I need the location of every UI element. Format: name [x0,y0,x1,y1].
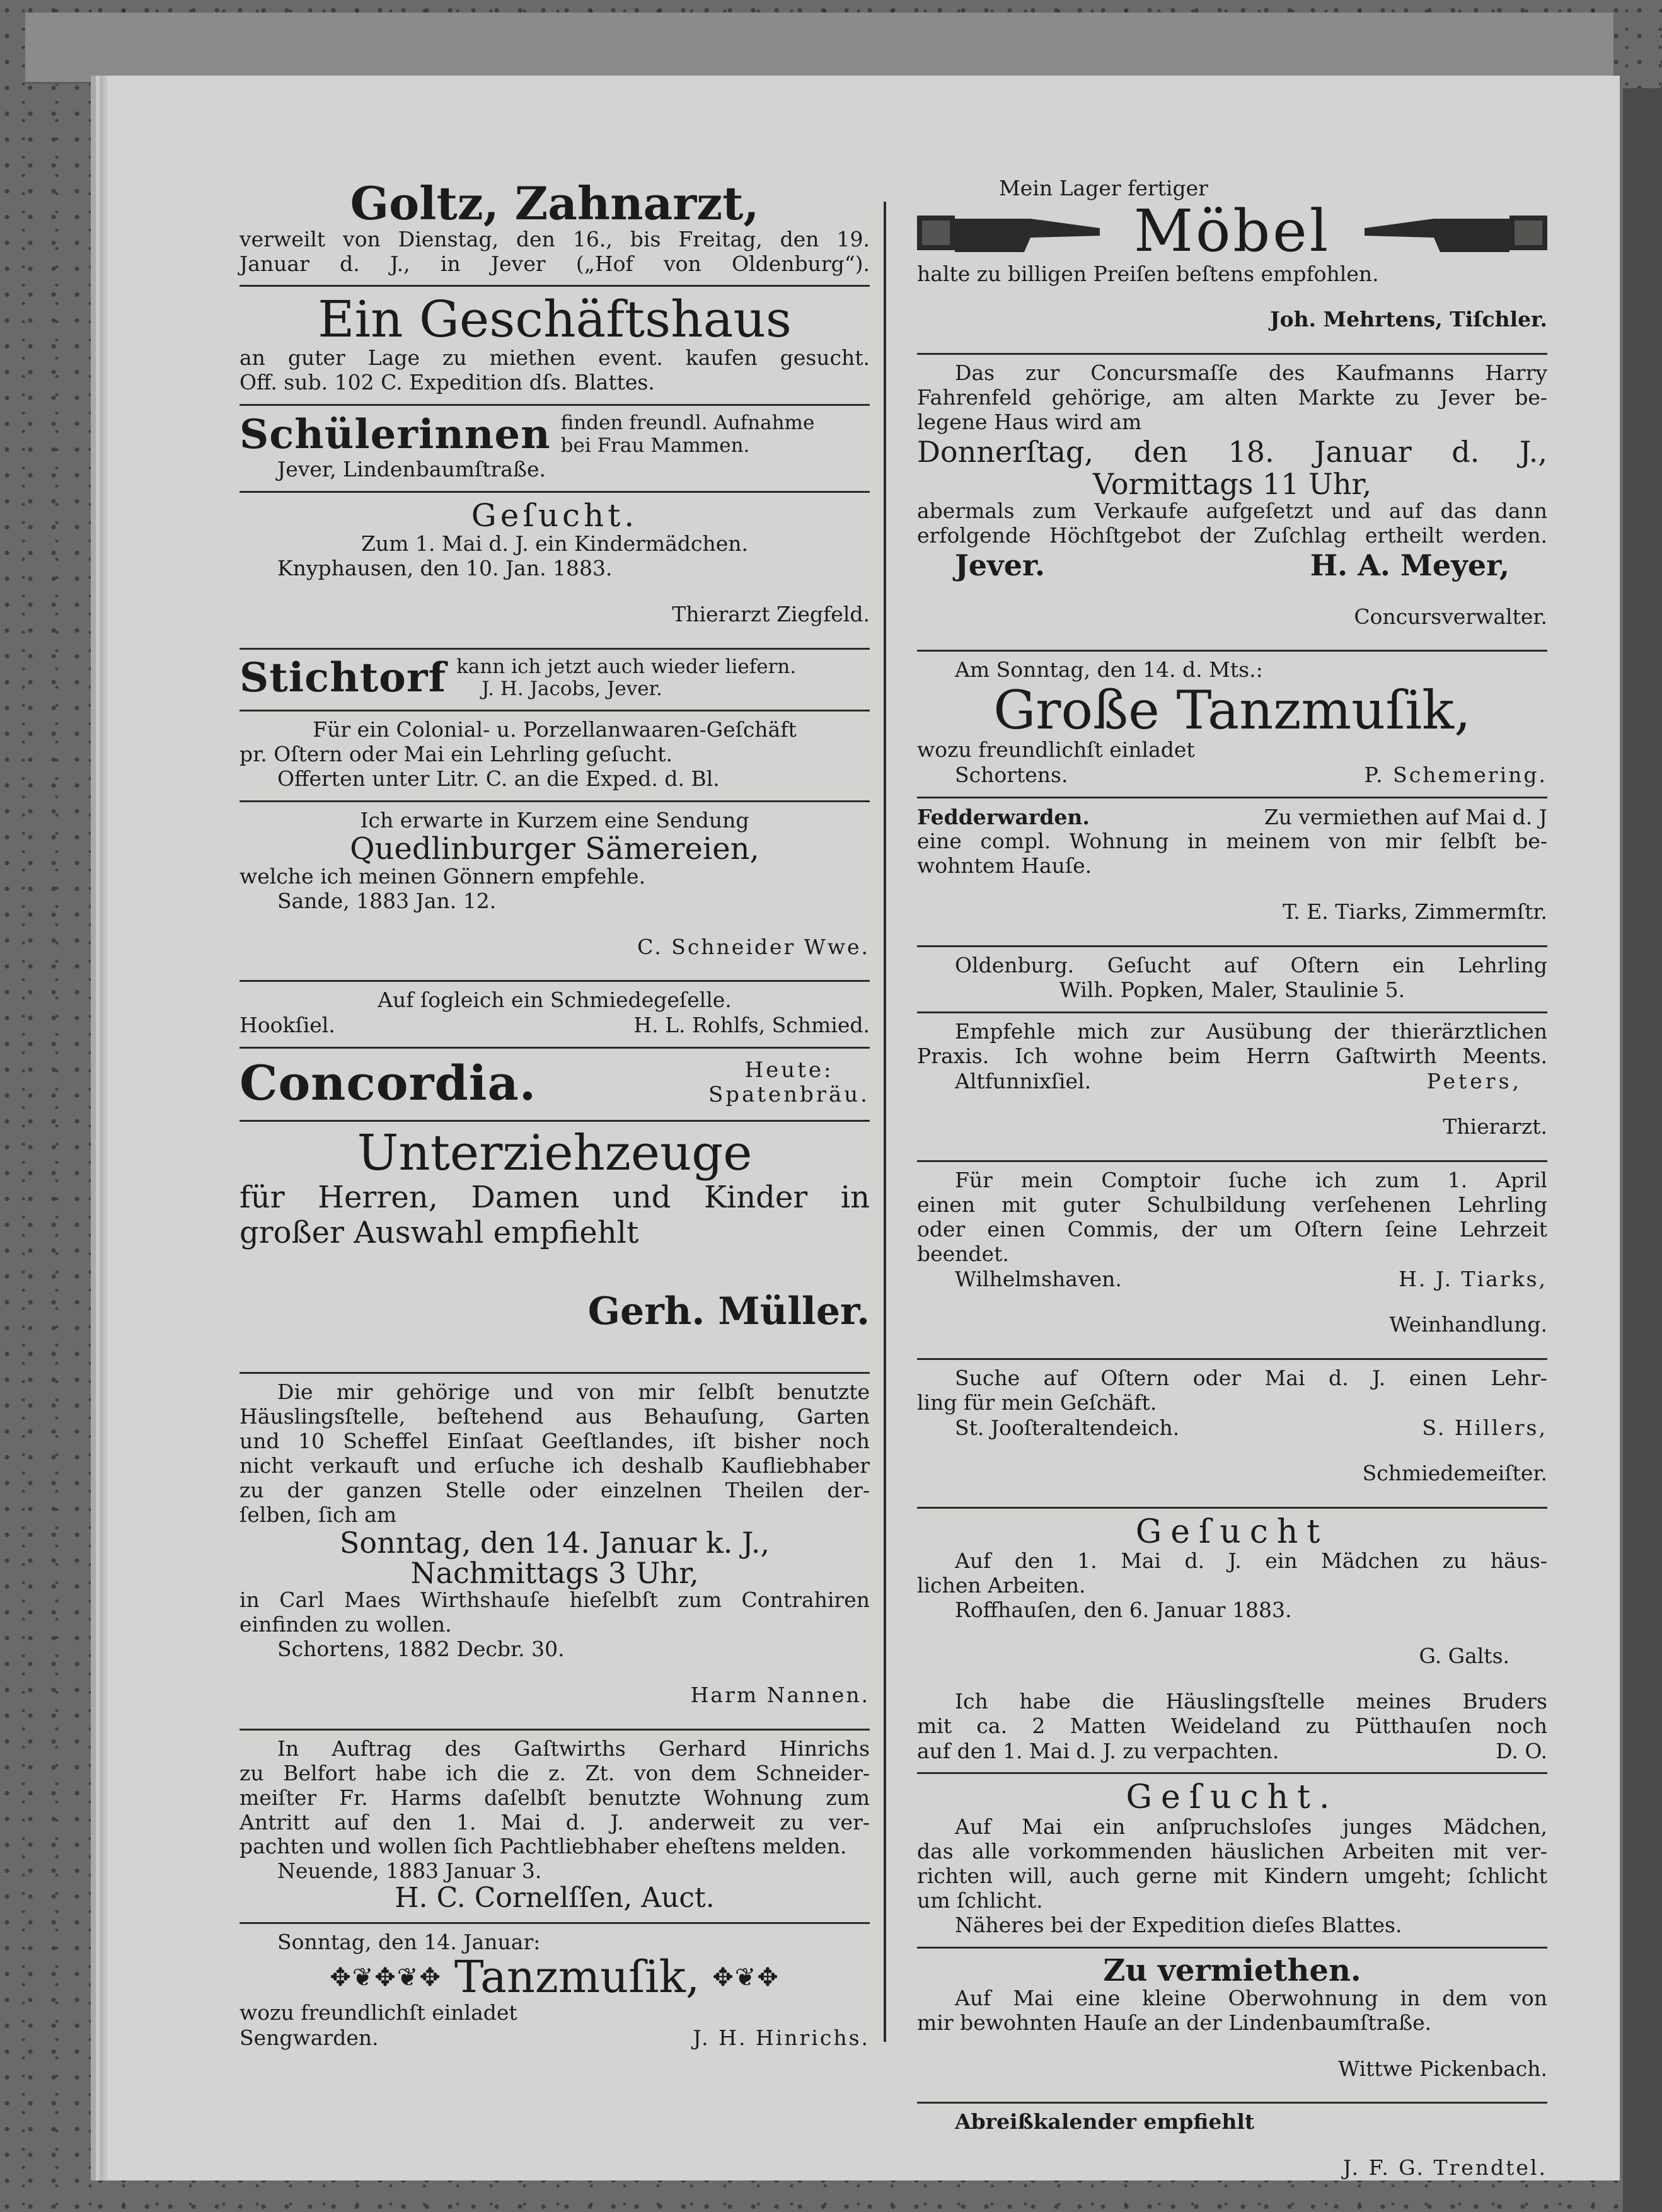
ad-line: oder einen Commis, der um Oſtern ſeine Lehrzeit [917,1216,1547,1241]
ad-signature: J. F. G. Trendtel. [1342,2155,1547,2180]
right-binding [1623,88,1662,2212]
ad-line: Die mir gehörige und von mir ſelbſt benutzte [277,1380,870,1405]
ad-line: Neuende, 1883 Januar 3. [277,1858,542,1884]
ad-title: Unterziehzeuge [357,1124,753,1182]
separator [917,353,1547,355]
ad-line: Schortens, 1882 Decbr. 30. [277,1637,565,1662]
ad-line: für Herren, Damen und Kinder in [239,1179,870,1215]
ad-line: Auf Mai ein anſpruchsloſes junges Mädchen, [955,1814,1547,1839]
ad-side-line: Heute: [744,1057,834,1083]
ad-line: Abreißkalender empfiehlt [955,2109,1255,2134]
ornament-left-icon: ✥❦✥❦✥ [330,1963,442,1993]
ad-line: Mein Lager fertiger [999,176,1208,200]
ad-line: Sonntag, den 14. Januar: [277,1929,541,1954]
ad-line: halte zu billigen Preiſen beſtens empfohlen. [917,261,1379,286]
ad-line: Antritt auf den 1. Mai d. J. anderweit zu ver- [239,1809,870,1835]
ad-haeuslingsstelle [239,1380,870,1708]
ad-line: Für mein Comptoir ſuche ich zum 1. April [955,1167,1547,1192]
ad-time: Vormittags 11 Uhr, [1092,467,1372,502]
ad-line: Für ein Colonial- u. Porzellanwaaren-Geſchäft [313,717,797,742]
ad-title: Concordia. [239,1054,537,1111]
ad-line: Das zur Concursmaſſe des Kaufmanns Harry [955,360,1547,386]
ad-place: Fedderwarden. [917,804,1090,829]
ad-time: Nachmittags 3 Uhr, [410,1556,699,1591]
ad-title: Stichtorf [239,654,447,702]
ad-signature: T. E. Tiarks, Zimmermſtr. [1283,899,1547,925]
ad-signature: H. A. Meyer, [1310,548,1509,583]
ad-haeuslingsstelle-bruder [917,1690,1547,1763]
ad-line: an guter Lage zu miethen event. kaufen gesucht. [239,345,870,371]
ad-signature: Wittwe Pickenbach. [1338,2056,1547,2081]
ad-concurs [917,361,1547,629]
ad-title: Geſucht [1135,1512,1329,1551]
ad-title: Ein Geschäftshaus [318,290,792,349]
ad-line: Sande, 1883 Jan. 12. [277,888,497,913]
ad-line: Häuslingsſtelle, beſtehend aus Behauſung, Garten [239,1404,870,1429]
ad-signature-title: Thierarzt. [1443,1114,1547,1139]
separator [917,1947,1547,1949]
ad-line: nicht verkauft und erſuche ich deshalb Kaufliebhaber [239,1453,870,1478]
ad-oldenburg [917,953,1547,1003]
ad-line: beendet. [917,1241,1009,1266]
ad-schmied [239,988,870,1038]
ad-gesucht-maedchen [917,1512,1547,1669]
separator [917,797,1547,798]
pointing-hand-left-icon [1358,203,1547,260]
separator [239,710,870,711]
separator [239,491,870,493]
ad-line: Am Sonntag, den 14. d. Mts.: [955,657,1263,683]
ad-line: lichen Arbeiten. [917,1573,1086,1598]
ad-saemereien [239,809,870,960]
ad-line: Oldenburg. Geſucht auf Oſtern ein Lehrling [955,952,1547,977]
ad-date: Donnerſtag, den 18. Januar d. J., [917,434,1547,469]
ad-line: einen mit guter Schulbildung verſehenen Lehrling [917,1192,1547,1217]
ad-schuelerinnen [239,412,870,481]
ad-signature: J. H. Hinrichs. [693,2025,870,2050]
ad-line: Wilh. Popken, Maler, Staulinie 5. [1059,977,1405,1002]
ad-title: Zu vermiethen. [1103,1952,1361,1988]
ad-concordia [239,1055,870,1111]
ad-signature: G. Galts. [1419,1644,1509,1669]
separator [239,648,870,650]
ad-place: Jever. [955,548,1046,583]
ad-line: in Carl Maes Wirthshauſe hieſelbſt zum Contrahiren [239,1587,870,1613]
ad-line: ling für mein Geſchäft. [917,1390,1157,1415]
ad-line: Offerten unter Litr. C. an die Exped. d. Bl. [277,766,720,791]
ad-signature-title: Concursverwalter. [1354,604,1547,629]
ad-line: zu Belfort habe ich die z. Zt. von dem Schneider- [239,1760,870,1785]
ad-place: Schortens. [955,763,1068,788]
separator [917,1772,1547,1774]
ad-title: Schülerinnen [239,410,551,458]
left-column [239,176,870,2051]
ad-line: zu der ganzen Stelle oder einzelnen Theilen der- [239,1477,870,1502]
ad-line: richten will, auch gerne mit Kindern umgeht; ſchlicht [917,1863,1547,1888]
ad-comptoir [917,1168,1547,1337]
ad-line: das alle vorkommenden häuslichen Arbeiten mit ver- [917,1838,1547,1863]
ad-line: Empfehle mich zur Ausübung der thierärztlichen [955,1018,1547,1044]
ad-stichtorf [239,656,870,701]
ad-line: um ſchlicht. [917,1887,1043,1913]
ad-line: Off. sub. 102 C. Expedition dſs. Blattes. [239,370,655,395]
separator [239,800,870,802]
ad-auftrag [239,1737,870,1913]
ad-abreisskalender [917,2110,1547,2180]
ad-signature: Thierarzt Ziegfeld. [672,601,870,626]
ad-line: Ich erwarte in Kurzem eine Sendung [360,807,749,832]
separator [239,1120,870,1122]
separator [917,945,1547,947]
ad-line: Fahrenfeld gehörige, am alten Markte zu Jever be- [917,385,1547,410]
ad-line: wohntem Hauſe. [917,853,1092,878]
ad-title: Tanzmuſik, [454,1951,700,2003]
ornament-right-icon: ✥❦✥ [712,1963,780,1993]
ad-line: Auf Mai eine kleine Oberwohnung in dem von [955,1985,1547,2010]
ad-signature: Gerh. Müller. [587,1289,870,1334]
ad-line: wozu freundlichſt einladet [239,2000,517,2025]
pointing-hand-right-icon [917,203,1106,260]
ad-line: Zum 1. Mai d. J. ein Kindermädchen. [361,531,748,556]
ad-place: Wilhelmshaven. [955,1266,1122,1291]
separator [239,1922,870,1924]
ad-line: großer Auswahl empfiehlt [239,1215,639,1251]
ad-title: Geſucht. [471,497,638,534]
ad-unterziehzeuge [239,1124,870,1334]
ad-goltz [239,176,870,276]
ad-place: Sengwarden. [239,2025,379,2050]
ad-thierarzt [917,1020,1547,1139]
separator [239,1047,870,1049]
ad-line: und 10 Scheffel Einſaat Geeſtlandes, iſt bisher noch [239,1428,870,1453]
ad-title: Möbel [1133,197,1331,265]
column-divider [884,202,886,2042]
ad-line: welche ich meinen Gönnern empfehle. [239,863,646,889]
ad-moebel [917,176,1547,332]
ad-signature: Joh. Mehrtens, Tiſchler. [1269,307,1547,332]
right-column [917,176,1547,2201]
ad-zu-vermiethen [917,1952,1547,2082]
ad-line: mir bewohnten Hauſe an der Lindenbaumſtraße. [917,2010,1432,2035]
ad-line: Januar d. J., in Jever („Hof von Oldenburg“). [239,251,870,276]
ad-line: Auf ſogleich ein Schmiedegeſelle. [378,988,732,1013]
ad-side-line: Spatenbräu. [708,1082,870,1108]
ad-signature: C. Schneider Wwe. [637,934,870,959]
ad-gesucht-junges-maedchen [917,1780,1547,1937]
separator [917,1358,1547,1360]
ad-signature: H. C. Cornelſſen, Auct. [395,1882,715,1915]
ad-signature: H. L. Rohlfs, Schmied. [633,1013,870,1038]
ad-side-line: kann ich jetzt auch wieder liefern. [456,655,797,678]
separator [239,1729,870,1731]
separator [239,404,870,406]
ad-lehrling [917,1366,1547,1486]
ad-line: Auf den 1. Mai d. J. ein Mädchen zu häus- [955,1548,1547,1574]
ad-side-line: J. H. Jacobs, Jever. [482,677,662,701]
ad-side-line: finden freundl. Aufnahme [560,412,815,435]
separator [239,1372,870,1374]
ad-place: St. Jooſteraltendeich. [955,1415,1180,1440]
ad-line: legene Haus wird am [917,409,1142,434]
ad-line: abermals zum Verkaufe aufgeſetzt und auf das dann [917,498,1547,524]
separator [917,1011,1547,1013]
ad-signature: P. Schemering. [1364,763,1547,788]
ad-line: pachten und wollen ſich Pachtliebhaber eheſtens melden. [239,1834,847,1859]
ad-line: auf den 1. Mai d. J. zu verpachten. [917,1738,1279,1763]
ad-line: mit ca. 2 Matten Weideland zu Pütthauſen noch [917,1713,1547,1738]
ad-line: Suche auf Oſtern oder Mai d. J. einen Lehr- [955,1365,1547,1390]
ad-line: verweilt von Dienstag, den 16., bis Freitag, den 19. [239,226,870,251]
ad-line: erfolgende Höchſtgebot der Zuſchlag ertheilt werden. [917,523,1547,548]
separator [917,650,1547,652]
separator [917,1507,1547,1509]
ad-place: Hookſiel. [239,1013,335,1038]
binder-edge [25,13,1613,84]
ad-line: Jever, Lindenbaumſtraße. [277,456,546,481]
ad-fedderwarden [917,805,1547,925]
ad-line: Ich habe die Häuslingsſtelle meines Bruders [955,1688,1547,1714]
ad-date: Sonntag, den 14. Januar k. J., [339,1525,770,1560]
ad-line: Zu vermiethen auf Mai d. J [1264,804,1547,829]
ad-grosse-tanzmusik [917,658,1547,788]
ad-line: Knyphausen, den 10. Jan. 1883. [277,556,613,580]
ad-title: Geſucht. [1126,1778,1339,1817]
separator [239,285,870,287]
ad-gesucht-kindermaedchen [239,499,870,627]
ad-signature-title: Weinhandlung. [1389,1312,1547,1337]
ad-signature: S. Hillers, [1422,1415,1547,1440]
ad-title: Große Tanzmuſik, [993,679,1471,742]
ad-signature: Harm Nannen. [690,1683,870,1708]
ad-line: einfinden zu wollen. [239,1612,452,1637]
ad-signature: Peters, [1426,1068,1522,1093]
ad-line: Praxis. Ich wohne beim Herrn Gaſtwirth Meents. [917,1043,1547,1068]
ad-side-line: bei Frau Mammen. [560,434,750,457]
ad-line: Roffhauſen, den 6. Januar 1883. [955,1598,1292,1623]
ad-signature: H. J. Tiarks, [1399,1266,1547,1291]
ad-line: pr. Oſtern oder Mai ein Lehrling geſucht. [239,741,673,766]
ad-line: wozu freundlichſt einladet [917,737,1195,763]
separator [917,1160,1547,1162]
separator [239,980,870,982]
ad-geschaeftshaus [239,290,870,395]
ad-line: Näheres bei der Expedition dieſes Blattes. [955,1912,1402,1937]
ad-line: In Auftrag des Gaſtwirths Gerhard Hinrichs [277,1736,870,1761]
separator [917,2102,1547,2104]
ad-title: Quedlinburger Sämereien, [350,831,759,867]
ad-line: eine compl. Wohnung in meinem von mir ſelbſt be- [917,829,1547,854]
ad-title: Goltz, Zahnarzt, [350,176,759,230]
ad-line: meiſter Fr. Harms daſelbſt benutzte Wohnung zum [239,1785,870,1810]
ad-place: Altfunnixſiel. [955,1068,1092,1093]
ad-signature-title: Schmiedemeiſter. [1362,1461,1547,1486]
ad-line: ſelben, ſich am [239,1502,397,1527]
ad-colonial [239,718,870,792]
ad-tanzmusik [239,1930,870,2051]
ad-signature: D. O. [1496,1738,1547,1763]
